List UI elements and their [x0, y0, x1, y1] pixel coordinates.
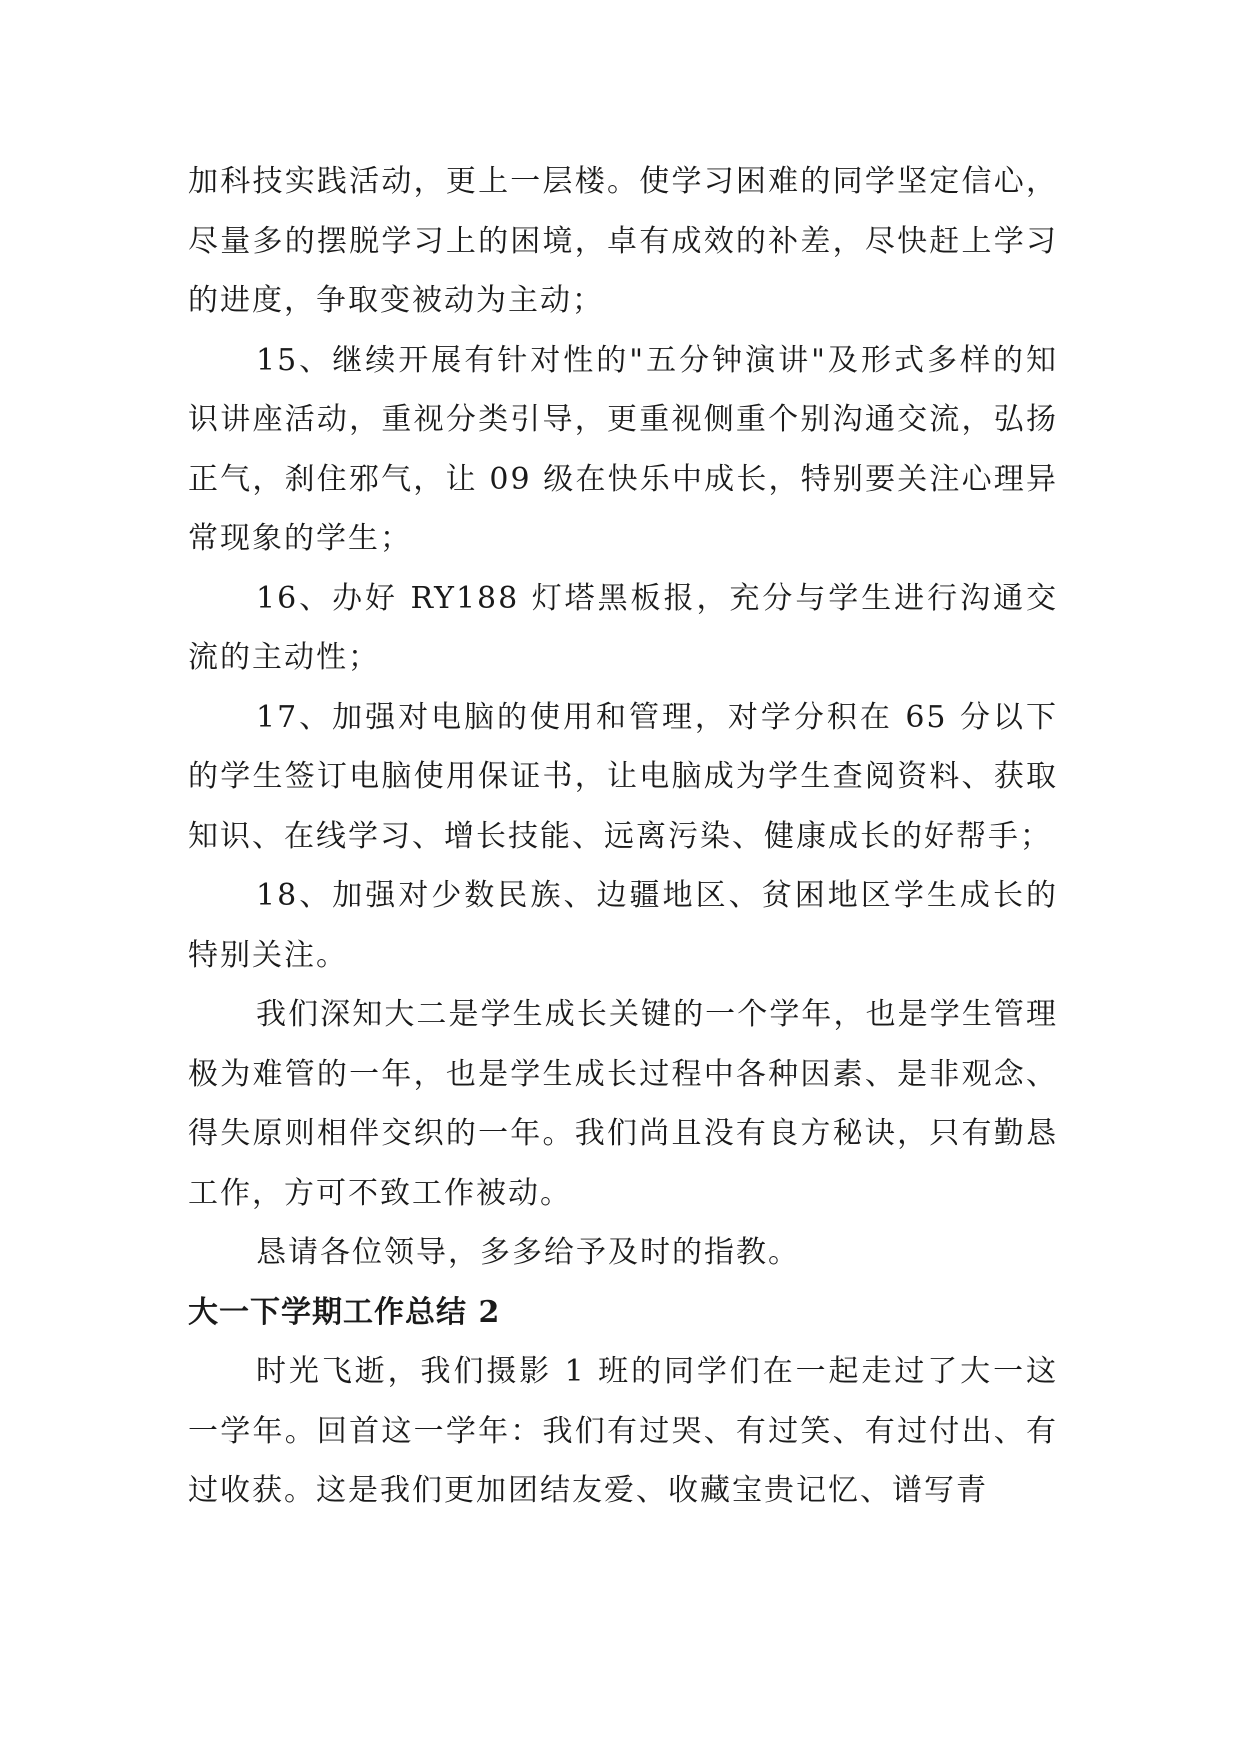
paragraph-continuation: 加科技实践活动，更上一层楼。使学习困难的同学坚定信心，尽量多的摆脱学习上的困境，卓有成效的补差，尽快赶上学习的进度，争取变被动为主动； [188, 164, 1058, 318]
paragraph-item-17: 17、加强对电脑的使用和管理，对学分积在 65 分以下的学生签订电脑使用保证书，让电脑成为学生查阅资料、获取知识、在线学习、增长技能、远离污染、健康成长的好帮手； [188, 699, 1058, 854]
paragraph-item-16: 16、办好 RY188 灯塔黑板报，充分与学生进行沟通交流的主动性； [188, 580, 1058, 675]
section-title: 大一下学期工作总结 2 [188, 1294, 501, 1330]
paragraph-item-18: 18、加强对少数民族、边疆地区、贫困地区学生成长的特别关注。 [188, 878, 1058, 973]
paragraph-intro: 时光飞逝，我们摄影 1 班的同学们在一起走过了大一这一学年。回首这一学年：我们有过哭、有过笑、有过付出、有过收获。这是我们更加团结友爱、收藏宝贵记忆、谱写青 [188, 1354, 1058, 1508]
document-body [188, 152, 1058, 1521]
paragraph-summary: 我们深知大二是学生成长关键的一个学年，也是学生管理极为难管的一年，也是学生成长过程中各种因素、是非观念、得失原则相伴交织的一年。我们尚且没有良方秘诀，只有勤恳工作，方可不致工作被动。 [188, 997, 1058, 1211]
paragraph-item-15: 15、继续开展有针对性的"五分钟演讲"及形式多样的知识讲座活动，重视分类引导，更重视侧重个别沟通交流，弘扬正气，刹住邪气，让 09 级在快乐中成长，特别要关注心理异常现象的学生； [188, 342, 1058, 556]
paragraph-request: 恳请各位领导，多多给予及时的指教。 [256, 1235, 800, 1270]
